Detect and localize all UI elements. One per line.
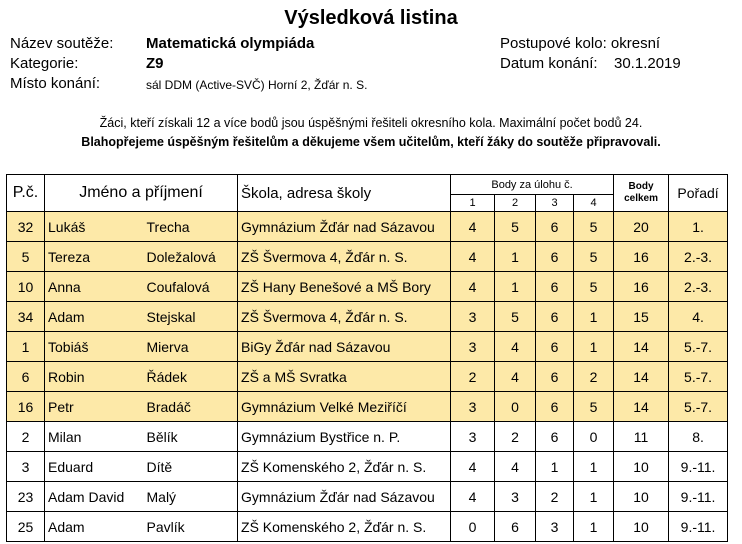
date-label: Datum konání: <box>500 55 598 72</box>
cell-pc: 5 <box>7 242 45 272</box>
cell-pc: 16 <box>7 392 45 422</box>
cell-score-4: 5 <box>574 212 614 242</box>
table-row <box>7 422 728 452</box>
cell-school: ZŠ Švermova 4, Žďár n. S. <box>238 302 451 332</box>
cell-score-4: 5 <box>574 242 614 272</box>
cell-first-name: Adam <box>45 302 144 332</box>
cell-score-2: 1 <box>495 242 536 272</box>
cell-score-3: 6 <box>536 272 574 302</box>
cell-first-name: Adam <box>45 512 144 542</box>
cell-pc: 10 <box>7 272 45 302</box>
header-pc: P.č. <box>7 175 45 212</box>
cell-score-2: 2 <box>495 422 536 452</box>
cell-total: 14 <box>614 332 669 362</box>
cell-score-2: 6 <box>495 512 536 542</box>
cell-school: ZŠ Hany Benešové a MŠ Bory <box>238 272 451 302</box>
cell-score-3: 6 <box>536 302 574 332</box>
cell-score-1: 4 <box>451 242 495 272</box>
cell-score-2: 5 <box>495 302 536 332</box>
cell-first-name: Eduard <box>45 452 144 482</box>
table-row <box>7 452 728 482</box>
cell-score-3: 3 <box>536 512 574 542</box>
cell-rank: 9.-11. <box>669 482 728 512</box>
table-row <box>7 302 728 332</box>
cell-score-4: 1 <box>574 332 614 362</box>
cell-total: 10 <box>614 482 669 512</box>
cell-rank: 1. <box>669 212 728 242</box>
cell-school: ZŠ a MŠ Svratka <box>238 362 451 392</box>
cell-total: 15 <box>614 302 669 332</box>
cell-score-4: 5 <box>574 392 614 422</box>
cell-last-name: Malý <box>144 482 238 512</box>
cell-score-1: 3 <box>451 422 495 452</box>
cell-first-name: Tereza <box>45 242 144 272</box>
cell-school: Gymnázium Bystřice n. P. <box>238 422 451 452</box>
cell-score-4: 0 <box>574 422 614 452</box>
cell-total: 14 <box>614 362 669 392</box>
cell-last-name: Pavlík <box>144 512 238 542</box>
header-school: Škola, adresa školy <box>238 175 451 212</box>
note-line-2: Blahopřejeme úspěšným řešitelům a děkujeme všem učitelům, kteří žáky do soutěže připravovali. <box>81 135 661 149</box>
cell-last-name: Bradáč <box>144 392 238 422</box>
cell-score-1: 2 <box>451 362 495 392</box>
table-row <box>7 392 728 422</box>
cell-last-name: Coufalová <box>144 272 238 302</box>
cell-pc: 6 <box>7 362 45 392</box>
cell-rank: 2.-3. <box>669 272 728 302</box>
cell-first-name: Petr <box>45 392 144 422</box>
cell-score-2: 3 <box>495 482 536 512</box>
cell-score-2: 0 <box>495 392 536 422</box>
cell-school: Gymnázium Žďár nad Sázavou <box>238 212 451 242</box>
cell-last-name: Trecha <box>144 212 238 242</box>
cell-first-name: Anna <box>45 272 144 302</box>
cell-school: ZŠ Komenského 2, Žďár n. S. <box>238 512 451 542</box>
cell-score-4: 1 <box>574 452 614 482</box>
cell-score-4: 1 <box>574 512 614 542</box>
table-row <box>7 362 728 392</box>
date-value: 30.1.2019 <box>614 55 681 72</box>
cell-total: 11 <box>614 422 669 452</box>
cell-score-4: 1 <box>574 302 614 332</box>
cell-pc: 23 <box>7 482 45 512</box>
cell-score-4: 5 <box>574 272 614 302</box>
cell-total: 10 <box>614 452 669 482</box>
header-name: Jméno a příjmení <box>45 175 238 212</box>
cell-last-name: Doležalová <box>144 242 238 272</box>
cell-total: 14 <box>614 392 669 422</box>
cell-score-3: 6 <box>536 422 574 452</box>
cell-school: Gymnázium Velké Meziříčí <box>238 392 451 422</box>
header-total <box>614 175 669 212</box>
cell-rank: 5.-7. <box>669 332 728 362</box>
header-task-1: 1 <box>451 195 495 212</box>
cell-score-2: 4 <box>495 362 536 392</box>
cell-pc: 3 <box>7 452 45 482</box>
cell-last-name: Stejskal <box>144 302 238 332</box>
cell-total: 20 <box>614 212 669 242</box>
cell-pc: 34 <box>7 302 45 332</box>
cell-first-name: Milan <box>45 422 144 452</box>
cell-score-3: 6 <box>536 242 574 272</box>
cell-total: 16 <box>614 272 669 302</box>
cell-pc: 25 <box>7 512 45 542</box>
cell-rank: 5.-7. <box>669 392 728 422</box>
cell-total: 16 <box>614 242 669 272</box>
competition-value: Matematická olympiáda <box>146 35 315 52</box>
cell-rank: 4. <box>669 302 728 332</box>
header-task-2: 2 <box>495 195 536 212</box>
table-row <box>7 482 728 512</box>
round-text: Postupové kolo: okresní <box>500 35 661 52</box>
cell-rank: 8. <box>669 422 728 452</box>
cell-rank: 9.-11. <box>669 452 728 482</box>
header-rank: Pořadí <box>669 175 728 212</box>
cell-rank: 5.-7. <box>669 362 728 392</box>
cell-first-name: Tobiáš <box>45 332 144 362</box>
category-value: Z9 <box>146 55 164 72</box>
competition-label: Název soutěže: <box>10 35 114 52</box>
document-title: Výsledková listina <box>284 7 458 29</box>
cell-score-3: 6 <box>536 212 574 242</box>
cell-score-1: 4 <box>451 272 495 302</box>
cell-score-1: 3 <box>451 302 495 332</box>
cell-school: ZŠ Komenského 2, Žďár n. S. <box>238 452 451 482</box>
cell-score-4: 2 <box>574 362 614 392</box>
cell-last-name: Dítě <box>144 452 238 482</box>
venue-label: Místo konání: <box>10 75 101 92</box>
results-table <box>6 174 728 542</box>
header-tasks: Body za úlohu č. <box>451 175 614 195</box>
cell-score-2: 1 <box>495 272 536 302</box>
cell-score-2: 4 <box>495 332 536 362</box>
cell-last-name: Mierva <box>144 332 238 362</box>
cell-total: 10 <box>614 512 669 542</box>
cell-score-1: 4 <box>451 452 495 482</box>
table-row <box>7 332 728 362</box>
venue-value: sál DDM (Active-SVČ) Horní 2, Žďár n. S. <box>146 78 368 92</box>
cell-score-2: 4 <box>495 452 536 482</box>
table-row <box>7 242 728 272</box>
cell-score-2: 5 <box>495 212 536 242</box>
cell-pc: 2 <box>7 422 45 452</box>
cell-score-3: 6 <box>536 362 574 392</box>
cell-score-1: 0 <box>451 512 495 542</box>
cell-school: Gymnázium Žďár nad Sázavou <box>238 482 451 512</box>
cell-pc: 1 <box>7 332 45 362</box>
cell-score-4: 1 <box>574 482 614 512</box>
note-line-1: Žáci, kteří získali 12 a více bodů jsou úspěšnými řešiteli okresního kola. Maximální počet bodů 24. <box>99 116 643 130</box>
cell-score-3: 6 <box>536 332 574 362</box>
cell-score-3: 1 <box>536 452 574 482</box>
cell-score-1: 4 <box>451 482 495 512</box>
cell-first-name: Lukáš <box>45 212 144 242</box>
cell-score-1: 3 <box>451 332 495 362</box>
cell-pc: 32 <box>7 212 45 242</box>
header-total-line2: celkem <box>624 193 658 204</box>
cell-rank: 2.-3. <box>669 242 728 272</box>
table-row <box>7 512 728 542</box>
cell-first-name: Robin <box>45 362 144 392</box>
header-task-4: 4 <box>574 195 614 212</box>
cell-score-3: 2 <box>536 482 574 512</box>
cell-score-1: 3 <box>451 392 495 422</box>
table-row <box>7 212 728 242</box>
cell-rank: 9.-11. <box>669 512 728 542</box>
cell-school: ZŠ Švermova 4, Žďár n. S. <box>238 242 451 272</box>
header-total-line1: Body <box>628 181 654 192</box>
cell-school: BiGy Žďár nad Sázavou <box>238 332 451 362</box>
cell-last-name: Bělík <box>144 422 238 452</box>
cell-last-name: Řádek <box>144 362 238 392</box>
table-row <box>7 272 728 302</box>
header-task-3: 3 <box>536 195 574 212</box>
category-label: Kategorie: <box>10 55 79 72</box>
cell-score-1: 4 <box>451 212 495 242</box>
cell-score-3: 6 <box>536 392 574 422</box>
cell-first-name: Adam David <box>45 482 144 512</box>
